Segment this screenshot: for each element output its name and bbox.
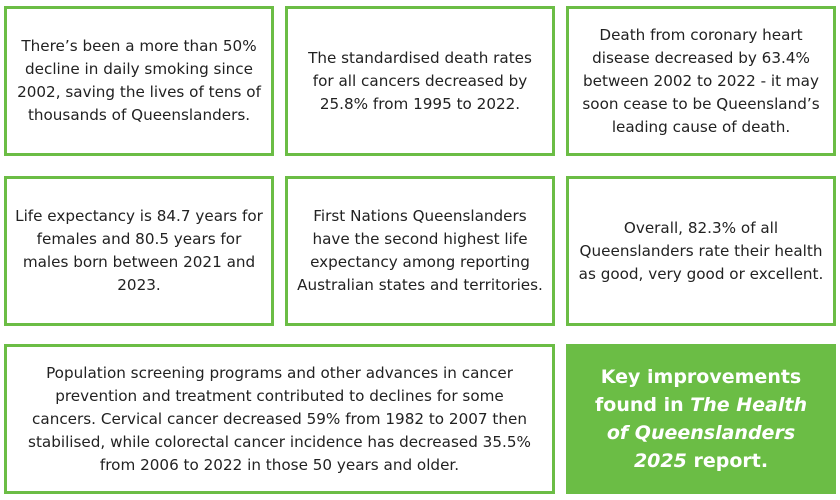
summary-text	[588, 363, 814, 475]
fact-card-life-expectancy	[4, 176, 274, 326]
fact-card-text: There’s been a more than 50% decline in daily smoking since 2002, saving the lives of tens of thousands of Queenslanders.	[17, 37, 261, 124]
fact-card-coronary-heart-disease	[566, 6, 836, 156]
fact-card-text: Population screening programs and other advances in cancer prevention and treatment contributed to declines for some cancers. Cervical cancer decreased 59% from 1982 to 2007 then stabilised, while colorectal cancer incidence has decreased 35.5% from 2006 to 2022 in those 50 years and older.	[28, 363, 531, 474]
fact-card-text: First Nations Queenslanders have the second highest life expectancy among reporting Australian states and territories.	[297, 207, 543, 294]
fact-card-text: Overall, 82.3% of all Queenslanders rate their health as good, very good or excellent.	[578, 218, 824, 283]
fact-card-text: Death from coronary heart disease decreased by 63.4% between 2002 to 2022 - it may soon cease to be Queensland’s leading cause of death.	[582, 25, 820, 136]
fact-card-text: The standardised death rates for all cancers decreased by 25.8% from 1995 to 2022.	[308, 48, 532, 113]
fact-card-cancer-screening	[4, 344, 555, 494]
fact-card-cancer-death-rates	[285, 6, 555, 156]
summary-suffix: report.	[686, 450, 769, 472]
fact-card-smoking	[4, 6, 274, 156]
fact-card-self-rated-health	[566, 176, 836, 326]
summary-prefix: Key improvements found in	[595, 366, 802, 416]
summary-banner	[566, 344, 836, 494]
fact-card-text: Life expectancy is 84.7 years for females and 80.5 years for males born between 2021 and 2023.	[15, 207, 263, 294]
report-title: The Health of Queenslanders 2025	[606, 394, 807, 472]
fact-card-first-nations	[285, 176, 555, 326]
